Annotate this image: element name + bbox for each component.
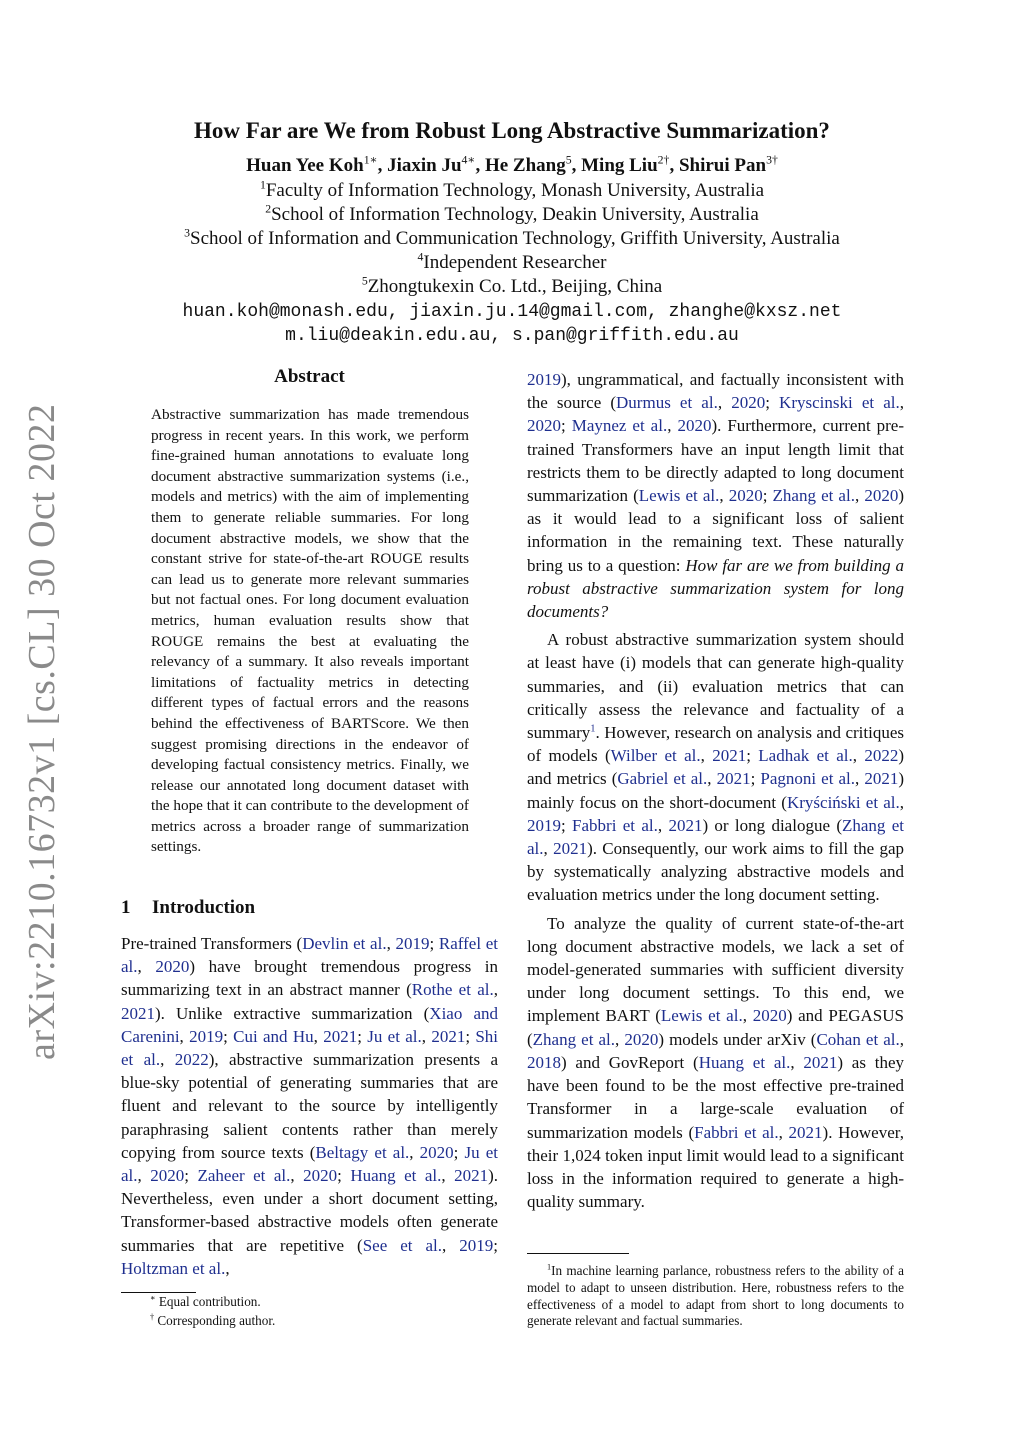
citation-link[interactable]: Kryściński et al. — [786, 792, 900, 812]
section-heading-introduction: 1 Introduction — [121, 897, 256, 918]
citation-link[interactable]: 2020 — [303, 1166, 338, 1186]
author-affiliation-mark: 2† — [657, 153, 670, 167]
author-affiliation-mark: 3† — [766, 153, 778, 167]
author-affiliation-mark: 4∗ — [461, 153, 476, 167]
intro-paragraph-right-3: To analyze the quality of current state-of-the-art long document abstractive models, we lack a set of model-generated summaries with sufficient diversity under long document settings. To this end, we implement BART (Lewis et al., 2020) and PEGASUS (Zhang et al., 2020) models under arXiv (Cohan et al., 2018) and GovReport (Huang et al., 2021) as they have been found to be the most effective pre-trained Transformer in a large-scale evaluation of summarization models (Fabbri et al., 2021). However, their 1,024 token input limit would lead to a significant loss in the information required to generate a high-quality summary. — [527, 913, 905, 1212]
citation-link[interactable]: 2021 — [668, 815, 703, 835]
citation-link[interactable]: Ju et al. — [367, 1026, 422, 1046]
citation-link[interactable]: 2019 — [459, 1235, 494, 1255]
emphasized-question: How far are we from building a robust abstractive summarization system for long documents? — [527, 555, 904, 622]
footnote-corresponding-author: † Corresponding author. — [150, 1312, 276, 1328]
citation-link[interactable]: 2019 — [395, 934, 430, 953]
citation-link[interactable]: Gabriel et al. — [617, 769, 708, 789]
citation-link[interactable]: 2018 — [527, 1052, 561, 1072]
citation-link[interactable]: 2019 — [189, 1026, 224, 1046]
citation-link[interactable]: 2021 — [803, 1052, 838, 1072]
citation-link[interactable]: 2021 — [788, 1122, 823, 1142]
author-name: Shirui Pan — [678, 155, 767, 176]
citation-link[interactable]: 2020 — [155, 957, 190, 977]
citation-link[interactable]: Beltagy et al. — [315, 1142, 410, 1162]
citation-link[interactable]: Lewis et al. — [638, 486, 720, 506]
citation-link[interactable]: 2020 — [624, 1029, 659, 1049]
citation-link[interactable]: 2020 — [752, 1006, 787, 1026]
citation-link[interactable]: Zaheer et al. — [197, 1166, 291, 1186]
citation-link[interactable]: Devlin et al. — [302, 934, 387, 953]
footnote-rule-left — [121, 1292, 196, 1293]
affiliation-2: $^2$School of Information Technology, Deakin University, Australia — [265, 202, 759, 225]
citation-link[interactable]: Zhang et al. — [532, 1029, 616, 1049]
citation-link[interactable]: Fabbri et al. — [694, 1122, 779, 1142]
affiliation-5: $^5$Zhongtukexin Co. Ltd., Beijing, China — [361, 274, 663, 297]
author-affiliation-mark: 5 — [565, 153, 572, 167]
citation-link[interactable]: Huang et al. — [698, 1052, 791, 1072]
intro-column-right — [527, 368, 904, 1213]
citation-link[interactable]: Lewis et al. — [660, 1006, 743, 1026]
affiliation-1: $^1$Faculty of Information Technology, Monash University, Australia — [259, 178, 765, 201]
arxiv-side-stamp: arXiv:2210.16732v1 [cs.CL] 30 Oct 2022 — [21, 403, 63, 1060]
affiliation-4: $^4$Independent Researcher — [417, 250, 607, 273]
citation-link[interactable]: Xiao and Carenini — [121, 1003, 498, 1046]
citation-link[interactable]: Maynez et al. — [571, 416, 668, 436]
citation-link[interactable]: 2020 — [728, 486, 763, 506]
citation-link[interactable]: 2021 — [431, 1026, 466, 1046]
citation-link[interactable]: Zhang et al. — [527, 815, 905, 859]
citation-link[interactable]: 2022 — [864, 746, 899, 766]
citation-link[interactable]: Ladhak et al. — [758, 746, 853, 766]
citation-link[interactable]: 2019 — [527, 815, 561, 835]
author-name: Ming Liu — [581, 155, 658, 176]
citation-link[interactable]: Cohan et al. — [816, 1029, 900, 1049]
citation-link[interactable]: Cui and Hu — [233, 1026, 314, 1046]
email-line-1: huan.koh@monash.edu, jiaxin.ju.14@gmail.com, zhanghe@kxsz.net — [182, 302, 842, 322]
citation-link[interactable]: 2021 — [454, 1166, 489, 1186]
abstract-text: Abstractive summarization has made tremendous progress in recent years. In this work, we perform fine-grained human annotations to evaluate long document abstractive summarization systems (i.e., models and metrics) with the aim of implementing them to generate reliable summaries. For long document abstractive models, we show that the constant strive for state-of-the-art ROUGE results can lead us to generate more relevant summaries but not factual ones. For long document evaluation metrics, human evaluation results show that ROUGE remains the best at evaluating the relevancy of a summary. It also reveals important limitations of factuality metrics in detecting different types of factual errors and the reasons behind the effectiveness of BARTScore. We then suggest promising directions in the endeavor of developing factual consistency metrics. Finally, we release our annotated long document dataset with the hope that it can contribute to the development of metrics across a broader range of summarization settings. — [151, 406, 469, 856]
citation-link[interactable]: 2022 — [174, 1050, 209, 1070]
intro-paragraph-right-2: A robust abstractive summarization system should at least have (i) models that can generate high-quality summaries, and (ii) evaluation metrics that can critically assess the relevance and factuality of a summary$^1$. However, research on analysis and critiques of models (Wilber et al., 2021; Ladhak et al., 2022) and metrics (Gabriel et al., 2021; Pagnoni et al., 2021) mainly focus on the short-document (Kryściński et al., 2019; Fabbri et al., 2021) or long dialogue (Zhang et al., 2021). Consequently, our work aims to fill the gap by systematically analyzing abstractive models and evaluation metrics under the long document setting. — [527, 630, 905, 905]
citation-link[interactable]: 2020 — [150, 1166, 185, 1186]
footnote-rule-right — [527, 1253, 629, 1254]
citation-link[interactable]: 2020 — [527, 416, 561, 436]
intro-paragraph-left: Pre-trained Transformers (Devlin et al., 2019; Raffel et al., 2020) have brought tremendous progress in summarizing text in an abstract manner (Rothe et al., 2021). Unlike extractive summarization (Xiao and Carenini, 2019; Cui and Hu, 2021; Ju et al., 2021; Shi et al., 2022), abstractive summarization presents a blue-sky potential of generating summaries that are fluent and relevant to the source by intelligently paraphrasing salient contents rather than merely copying from source texts (Beltagy et al., 2020; Ju et al., 2020; Zaheer et al., 2020; Huang et al., 2021). Nevertheless, even under a short document setting, Transformer-based abstractive models often generate summaries that are repetitive (See et al., 2019; Holtzman et al., — [121, 934, 499, 1278]
footnote-robustness: $^1$In machine learning parlance, robustness refers to the ability of a model to adapt to unseen distribution. Here, robustness refers to the effectiveness of a model to adapt from short to long documents to generate relevant and factual summaries. — [527, 1262, 904, 1329]
affiliation-3: $^3$School of Information and Communication Technology, Griffith University, Australia — [184, 226, 840, 249]
citation-link[interactable]: Rothe et al. — [411, 980, 494, 1000]
citation-link[interactable]: 2021 — [864, 769, 899, 789]
citation-link[interactable]: Holtzman et al. — [121, 1258, 226, 1278]
footnote-equal-contribution: ∗ Equal contribution. — [150, 1293, 261, 1309]
citation-link[interactable]: 2019 — [527, 370, 561, 389]
author-name: He Zhang — [484, 155, 566, 176]
citation-link[interactable]: 2021 — [323, 1026, 358, 1046]
citation-link[interactable]: 2020 — [419, 1142, 454, 1162]
citation-link[interactable]: See et al. — [362, 1235, 443, 1255]
author-name: Huan Yee Koh — [246, 155, 364, 176]
abstract-heading: Abstract — [274, 366, 345, 387]
citation-link[interactable]: Zhang et al. — [772, 486, 855, 506]
citation-link[interactable]: Kryscinski et al. — [779, 393, 900, 413]
email-line-2: m.liu@deakin.edu.au, s.pan@griffith.edu.au — [285, 326, 739, 346]
citation-link[interactable]: 2020 — [677, 416, 712, 436]
citation-link[interactable]: Raffel et al. — [121, 934, 498, 977]
citation-link[interactable]: Shi et al. — [121, 1026, 499, 1070]
citation-link[interactable]: Pagnoni et al. — [760, 769, 856, 789]
citation-link[interactable]: Wilber et al. — [610, 746, 701, 766]
citation-link[interactable]: Ju et al. — [121, 1142, 499, 1186]
author-name: Jiaxin Ju — [387, 155, 462, 176]
citation-link[interactable]: 2021 — [553, 839, 588, 859]
intro-paragraph-right-1: 2019), ungrammatical, and factually inconsistent with the source (Durmus et al., 2020; Kryscinski et al., 2020; Maynez et al., 2020). Furthermore, current pre-trained Transformers have an input length limit that restricts them to be directly adapted to long document summarization (Lewis et al., 2020; Zhang et al., 2020) as it would lead to a significant loss of salient information in the remaining text. These naturally bring us to a question: How far are we from building a robust abstractive summarization system for long documents? — [527, 370, 905, 622]
citation-link[interactable]: Huang et al. — [350, 1166, 442, 1186]
author-list: Huan Yee Koh$^{1∗}$, Jiaxin $Ju^{4∗}$, He Zhang$^5$, Ming Liu$^{2\dagger}$, Shirui Pan$^{3\dagger}$ — [246, 153, 778, 176]
footnote-ref[interactable]: 1 — [590, 723, 596, 735]
citation-link[interactable]: Durmus et al. — [616, 393, 718, 413]
citation-link[interactable]: 2021 — [712, 746, 747, 766]
citation-link[interactable]: 2021 — [716, 769, 751, 789]
citation-link[interactable]: 2020 — [864, 486, 899, 506]
citation-link[interactable]: 2021 — [121, 1003, 155, 1023]
citation-link[interactable]: Fabbri et al. — [572, 815, 658, 835]
paper-title: How Far are We from Robust Long Abstractive Summarization? — [194, 118, 830, 143]
citation-link[interactable]: 2020 — [731, 393, 766, 413]
author-affiliation-mark: 1∗ — [363, 153, 378, 167]
